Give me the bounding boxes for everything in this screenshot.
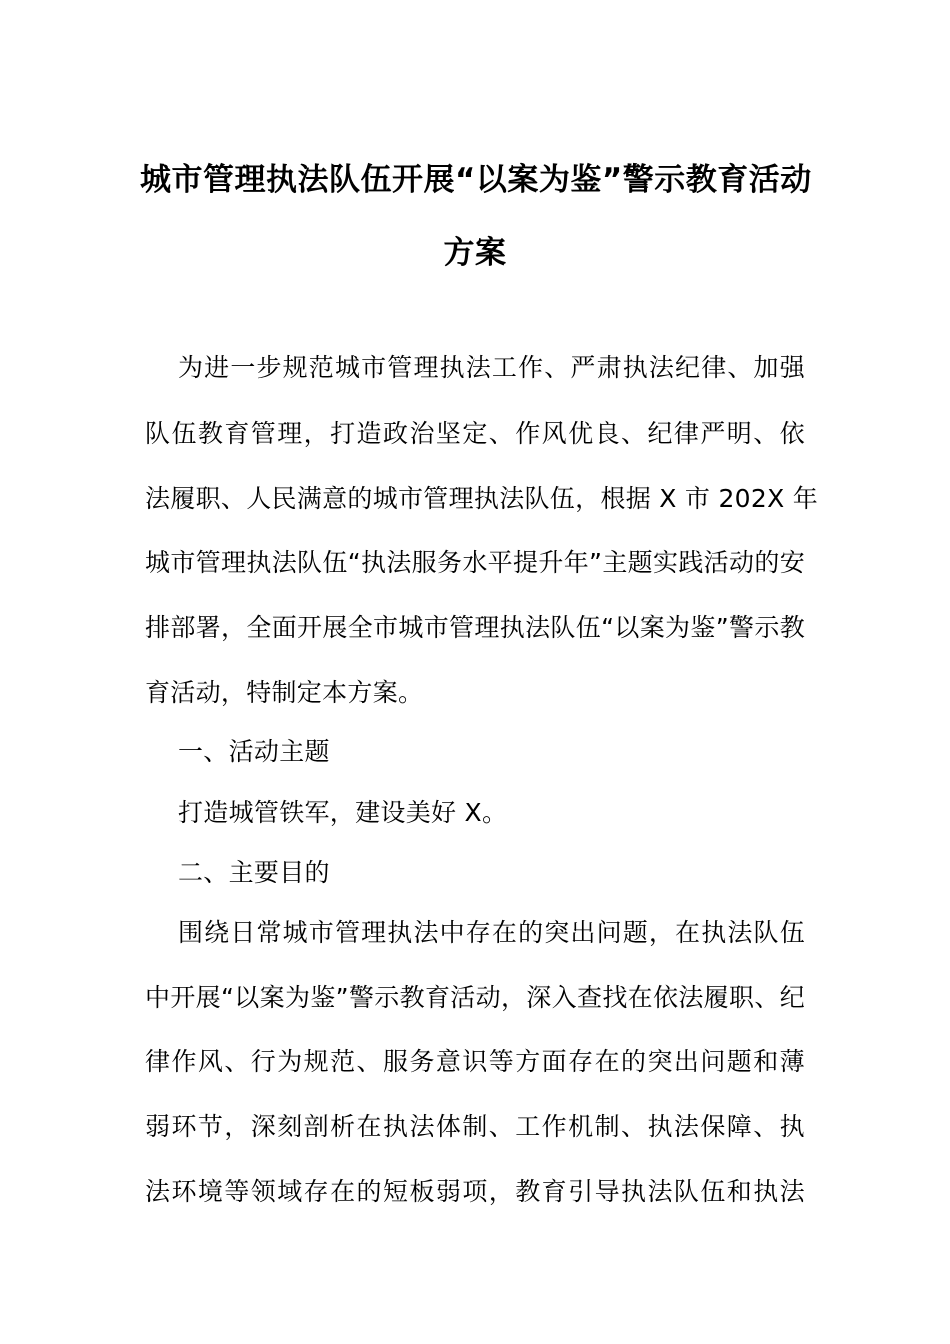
section-2-heading: 二、主要目的 [178,858,330,887]
document-title-line-2: 方案 [443,235,507,271]
section-1-body: 打造城管铁军，建设美好 X。 [178,798,508,827]
section-2-paragraph-line: 中开展“以案为鉴”警示教育活动，深入查找在依法履职、纪 [145,983,805,1012]
intro-paragraph-line: 城市管理执法队伍“执法服务水平提升年”主题实践活动的安 [145,548,805,577]
section-2-paragraph-line: 弱环节，深刻剖析在执法体制、工作机制、执法保障、执 [145,1112,805,1141]
section-2-paragraph-line: 律作风、行为规范、服务意识等方面存在的突出问题和薄 [145,1047,805,1076]
document-title-line-1: 城市管理执法队伍开展“以案为鉴”警示教育活动 [140,162,812,198]
intro-paragraph-line: 法履职、人民满意的城市管理执法队伍，根据 X 市 202X 年 [145,484,819,513]
section-1-heading: 一、活动主题 [178,737,330,766]
intro-paragraph-line: 排部署，全面开展全市城市管理执法队伍“以案为鉴”警示教 [145,613,805,642]
intro-paragraph-line: 育活动，特制定本方案。 [145,678,424,707]
section-2-paragraph-line: 法环境等领域存在的短板弱项，教育引导执法队伍和执法 [145,1177,805,1206]
intro-paragraph-line: 队伍教育管理，打造政治坚定、作风优良、纪律严明、依 [145,419,805,448]
intro-paragraph-line: 为进一步规范城市管理执法工作、严肃执法纪律、加强 [178,353,805,382]
section-2-paragraph-line: 围绕日常城市管理执法中存在的突出问题，在执法队伍 [178,918,805,947]
